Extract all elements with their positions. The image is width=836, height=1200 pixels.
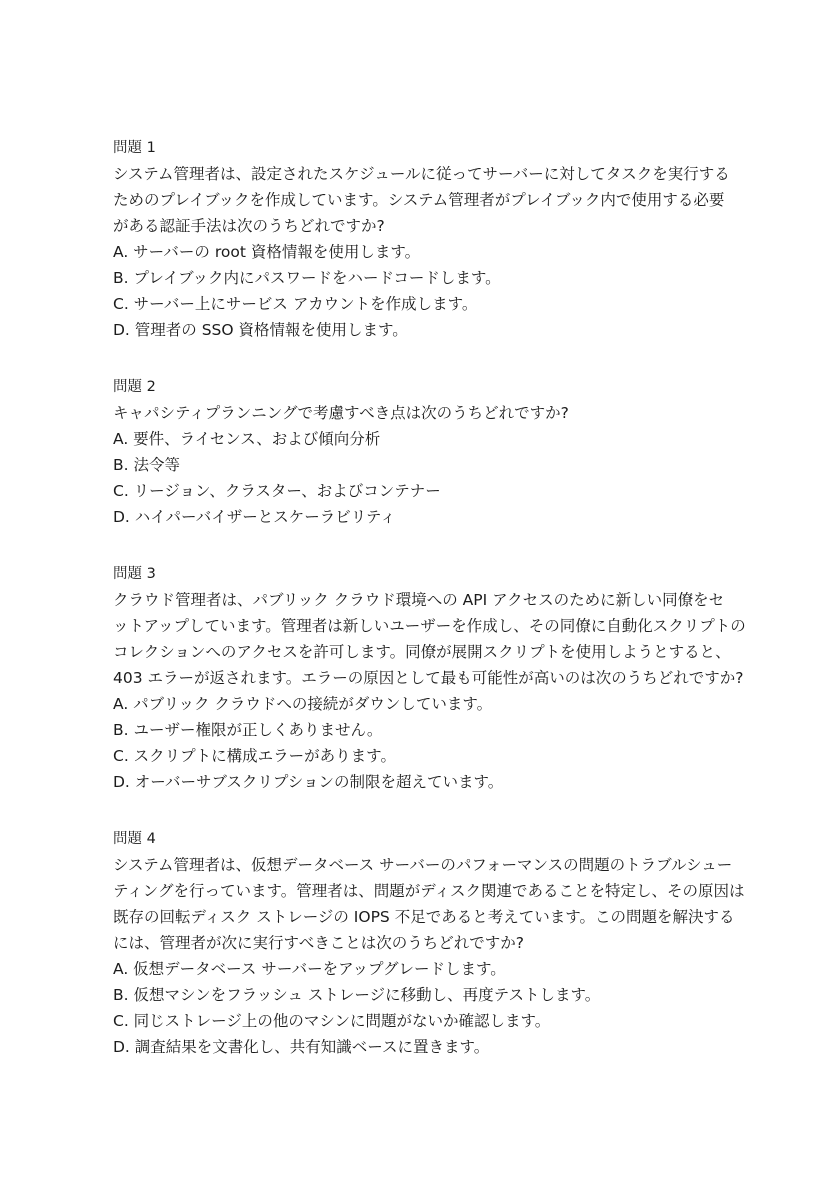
question-text-line: 既存の回転ディスク ストレージの IOPS 不足であると考えています。この問題を解決する [113,908,735,926]
document-page [113,135,746,1091]
answer-option-b: B. 法令等 [113,456,180,474]
question-title: 問題 2 [113,379,156,395]
answer-option-a: A. 要件、ライセンス、および傾向分析 [113,430,381,448]
question-text-line: クラウド管理者は、パブリック クラウド環境への API アクセスのために新しい同僚をセ [113,591,725,609]
question-text [113,852,745,956]
answer-options [113,239,733,343]
question-title: 問題 4 [113,831,156,847]
question-title: 問題 1 [113,140,156,156]
question-3 [113,561,746,795]
question-text-line: 403 エラーが返されます。エラーの原因として最も可能性が高いのは次のうちどれですか? [113,669,744,687]
question-4 [113,826,745,1060]
answer-option-c: C. スクリプトに構成エラーがあります。 [113,747,396,765]
question-text-line: がある認証手法は次のうちどれですか? [113,217,385,235]
answer-options [113,956,733,1060]
answer-option-d: D. 調査結果を文書化し、共有知識ベースに置きます。 [113,1038,490,1056]
answer-option-b: B. プレイブック内にパスワードをハードコードします。 [113,269,501,287]
answer-option-d: D. ハイパーバイザーとスケーラビリティ [113,508,396,526]
question-text-line: ティングを行っています。管理者は、問題がディスク関連であることを特定し、その原因は [113,882,745,900]
question-text [113,587,746,691]
answer-option-d: D. オーバーサブスクリプションの制限を超えています。 [113,773,504,791]
answer-option-a: A. サーバーの root 資格情報を使用します。 [113,243,421,261]
question-text-line: コレクションへのアクセスを許可します。同僚が展開スクリプトを使用しようとすると、 [113,643,731,661]
answer-option-d: D. 管理者の SSO 資格情報を使用します。 [113,321,408,339]
answer-option-a: A. 仮想データベース サーバーをアップグレードします。 [113,960,506,978]
question-text [113,400,733,426]
question-text-line: システム管理者は、設定されたスケジュールに従ってサーバーに対してタスクを実行する [113,165,730,183]
question-text-line: システム管理者は、仮想データベース サーバーのパフォーマンスの問題のトラブルシュー [113,856,733,874]
question-title: 問題 3 [113,566,156,582]
answer-option-c: C. 同じストレージ上の他のマシンに問題がないか確認します。 [113,1012,551,1030]
question-text-line: には、管理者が次に実行すべきことは次のうちどれですか? [113,934,524,952]
answer-options [113,691,733,795]
question-2 [113,374,733,530]
answer-option-c: C. リージョン、クラスター、およびコンテナー [113,482,441,500]
question-text-line: ためのプレイブックを作成しています。システム管理者がプレイブック内で使用する必要 [113,191,725,209]
question-text-line: ットアップしています。管理者は新しいユーザーを作成し、その同僚に自動化スクリプトの [113,617,746,635]
question-1 [113,135,733,343]
answer-options [113,426,733,530]
answer-option-b: B. 仮想マシンをフラッシュ ストレージに移動し、再度テストします。 [113,986,601,1004]
question-text [113,161,733,239]
question-text-line: キャパシティプランニングで考慮すべき点は次のうちどれですか? [113,404,569,422]
answer-option-a: A. パブリック クラウドへの接続がダウンしています。 [113,695,493,713]
answer-option-b: B. ユーザー権限が正しくありません。 [113,721,383,739]
answer-option-c: C. サーバー上にサービス アカウントを作成します。 [113,295,478,313]
